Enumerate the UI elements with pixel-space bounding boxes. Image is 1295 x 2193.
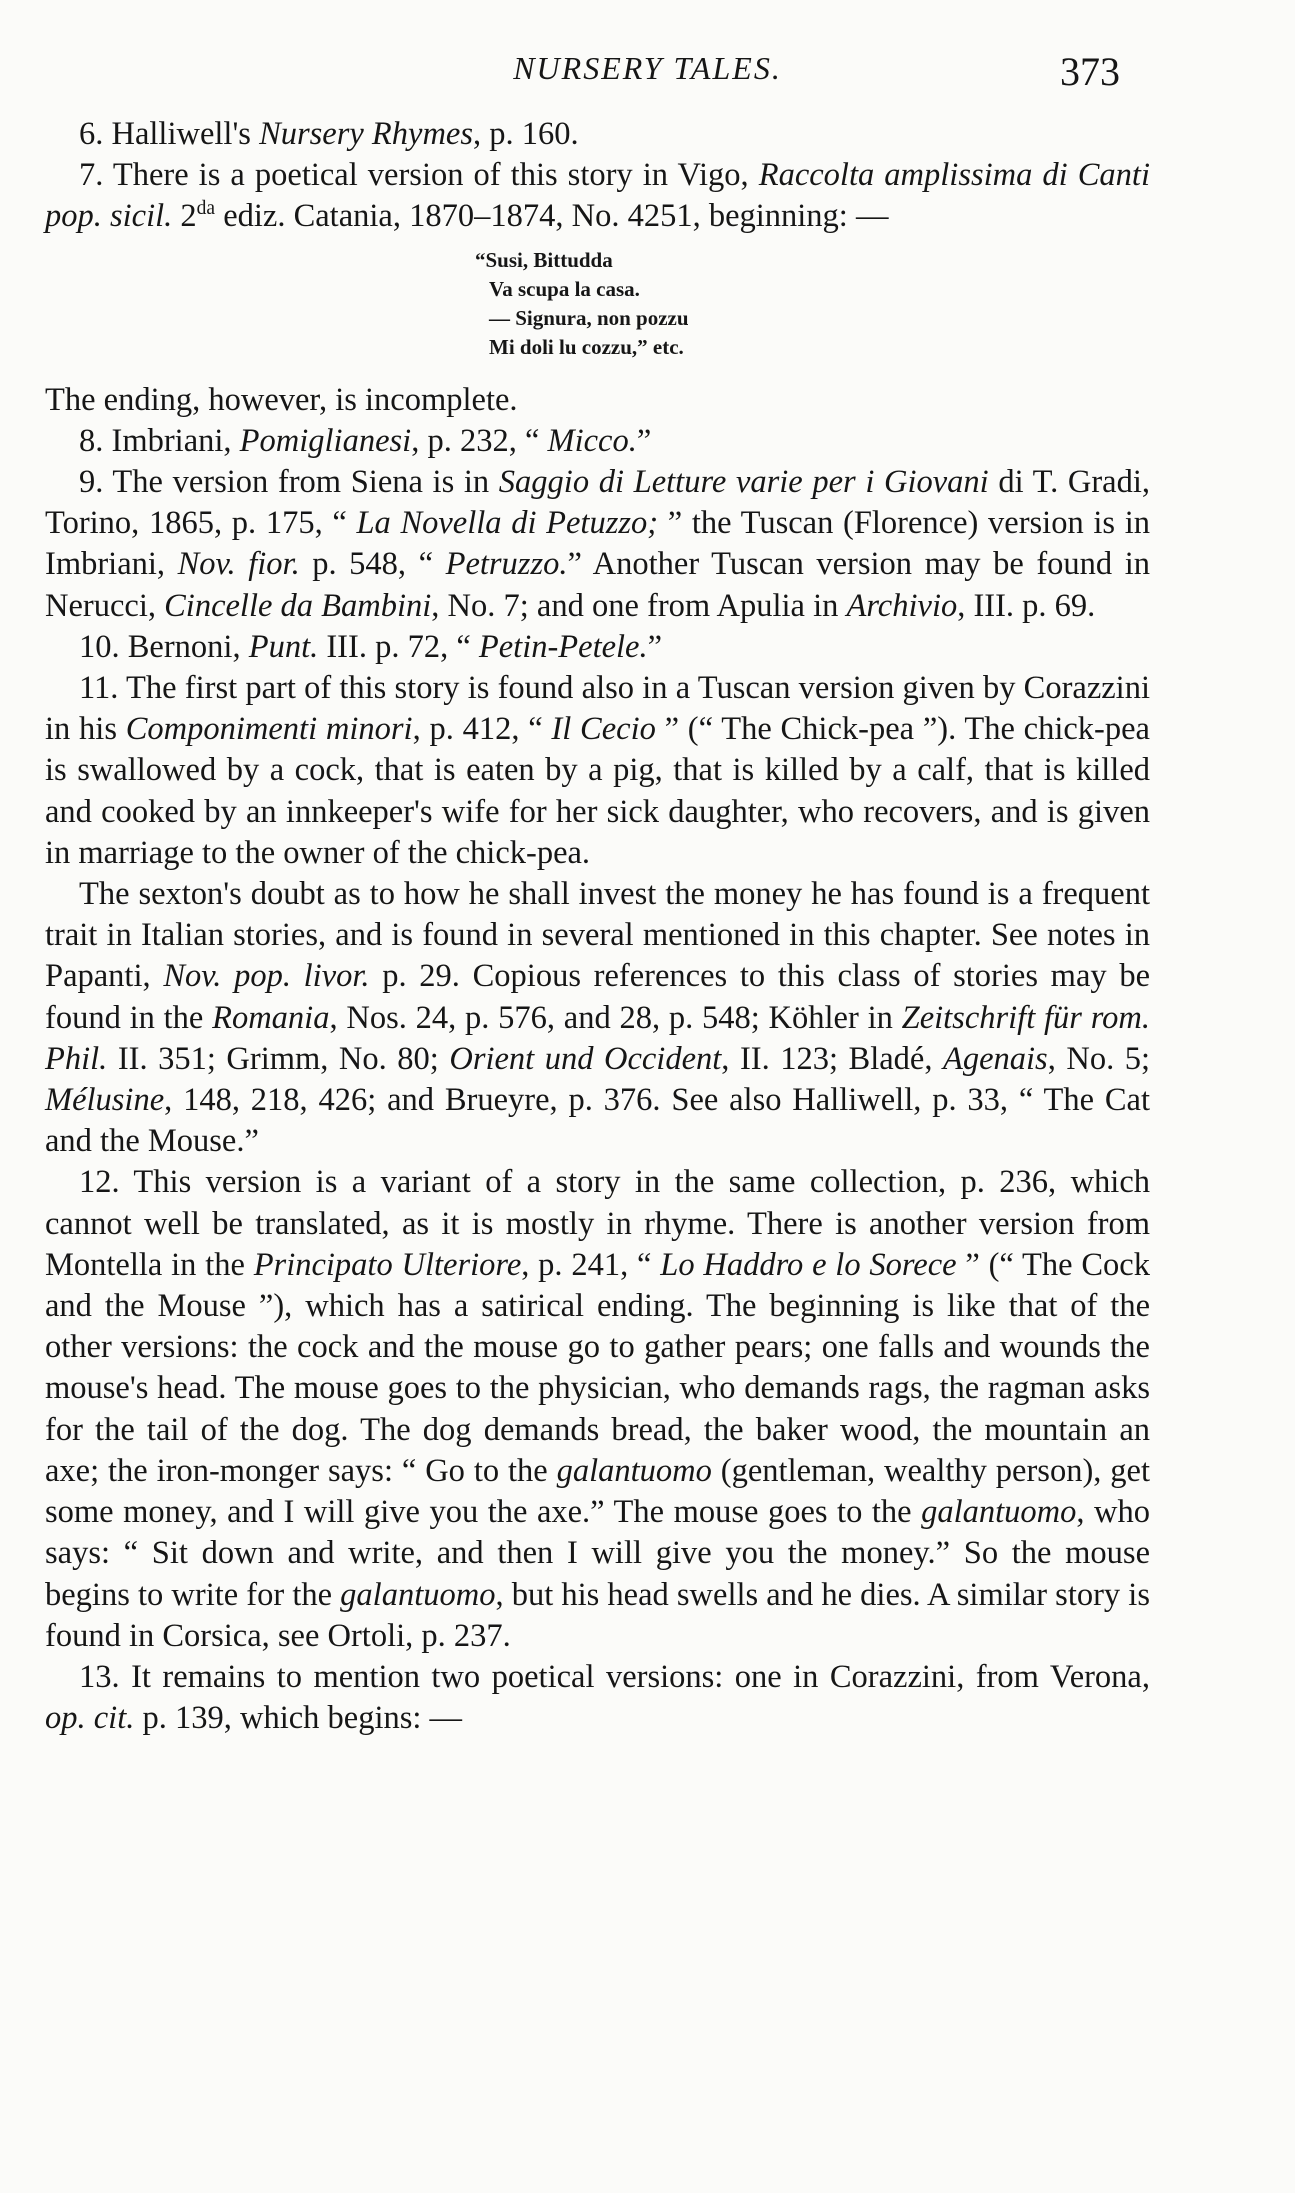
- verse-line: — Signura, non pozzu: [489, 305, 689, 330]
- page-number: 373: [1060, 49, 1120, 94]
- verse-quote: [475, 246, 1150, 362]
- note-11: 11. The first part of this story is found also in a Tuscan version given by Corazzini in his Componimenti minori, p. 412, “ Il Cecio ” (“ The Chick-pea ”). The chick-pea is swallowed by a cock, that is eaten by a pig, that is killed by a calf, that is killed and cooked by an innkeeper's wife for her sick daughter, who recovers, and is given in marriage to the owner of the chick-pea.: [45, 670, 1150, 871]
- verse-line: Va scupa la casa.: [489, 276, 640, 301]
- note-6: 6. Halliwell's Nursery Rhymes, p. 160.: [79, 116, 579, 152]
- note-9: 9. The version from Siena is in Saggio di Letture varie per i Giovani di T. Gradi, Torino, 1865, p. 175, “ La Novella di Petuzzo; ” the Tuscan (Florence) version is in Imbriani, Nov. fior. p. 548, “ Petruzzo.” Another Tuscan version may be found in Nerucci, Cincelle da Bambini, No. 7; and one from Apulia in Archivio, III. p. 69.: [45, 464, 1150, 624]
- note-7: 7. There is a poetical version of this story in Vigo, Raccolta amplissima di Canti pop. sicil. $2^{da}$ ediz. Catania, 1870–1874, No. 4251, beginning: —: [45, 157, 1150, 235]
- note-7-ending: The ending, however, is incomplete.: [45, 381, 518, 418]
- note-11-continued: The sexton's doubt as to how he shall invest the money he has found is a frequent trait in Italian stories, and is found in several mentioned in this chapter. See notes in Papanti, Nov. pop. livor. p. 29. Copious references to this class of stories may be found in the Romania, Nos. 24, p. 576, and 28, p. 548; Köhler in Zeitschrift für rom. Phil. II. 351; Grimm, No. 80; Orient und Occident, II. 123; Bladé, Agenais, No. 5; Mélusine, 148, 218, 426; and Brueyre, p. 376. See also Halliwell, p. 33, “ The Cat and the Mouse.”: [45, 876, 1150, 1160]
- note-13: 13. It remains to mention two poetical versions: one in Corazzini, from Verona, op. cit. p. 139, which begins: —: [45, 1658, 1150, 1737]
- note-12: 12. This version is a variant of a story in the same collection, p. 236, which cannot well be translated, as it is mostly in rhyme. There is another version from Montella in the Principato Ulteriore, p. 241, “ Lo Haddro e lo Sorece ” (“ The Cock and the Mouse ”), which has a satirical ending. The beginning is like that of the other versions: the cock and the mouse go to gather pears; one falls and wounds the mouse's head. The mouse goes to the physician, who demands rags, the ragman asks for the tail of the dog. The dog demands bread, the baker wood, the mountain an axe; the iron-monger says: “ Go to the galantuomo (gentleman, wealthy person), get some money, and I will give you the axe.” The mouse goes to the galantuomo, who says: “ Sit down and write, and then I will give you the money.” So the mouse begins to write for the galantuomo, but his head swells and he dies. A similar story is found in Corsica, see Ortoli, p. 237.: [45, 1164, 1150, 1654]
- running-title: NURSERY TALES.: [513, 50, 782, 86]
- note-10: 10. Bernoni, Punt. III. p. 72, “ Petin-Petele.”: [79, 628, 663, 665]
- verse-line: “Susi, Bittudda: [475, 247, 613, 272]
- note-8: 8. Imbriani, Pomiglianesi, p. 232, “ Micco.”: [79, 422, 652, 459]
- verse-line: Mi doli lu cozzu,” etc.: [489, 334, 684, 359]
- notes-body: [45, 114, 1150, 1739]
